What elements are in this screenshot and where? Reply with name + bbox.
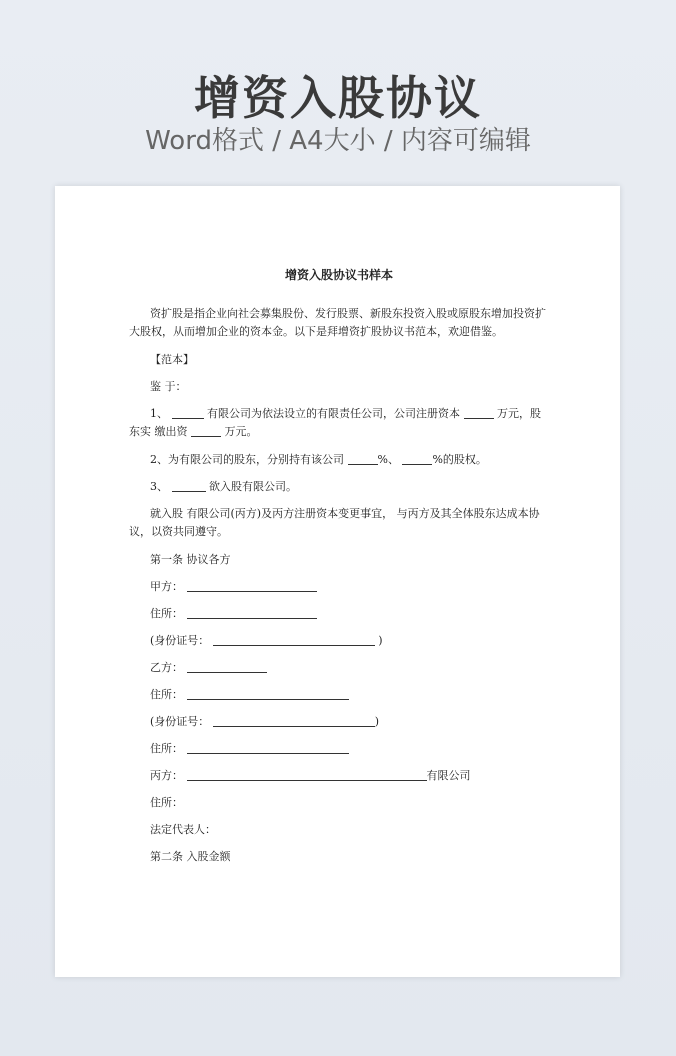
document-title: 增资入股协议书样本 (284, 268, 393, 282)
clause-2 (150, 451, 549, 469)
id-field[interactable] (213, 714, 375, 727)
document-body (129, 266, 549, 875)
address-row (150, 686, 549, 704)
clause-2-end: %的股权。 (432, 453, 487, 466)
id-row (150, 632, 549, 650)
blank-field[interactable] (172, 406, 204, 419)
legal-rep-row: 法定代表人： (150, 823, 216, 836)
clause-3 (150, 478, 549, 496)
clause-1-text: 有限公司为依法设立的有限责任公司，公司注册资本 (207, 407, 460, 420)
sample-label: 【范本】 (150, 353, 194, 366)
clause-2-text: 2、为有限公司的股东，分别持有该公司 (150, 453, 344, 466)
party-b-field[interactable] (187, 660, 267, 673)
hero-title: 增资入股协议 (194, 71, 482, 125)
address-row (150, 605, 549, 623)
article-2-heading: 第二条 入股金额 (150, 850, 231, 863)
clause-3-number: 3、 (150, 480, 168, 493)
address-row: 住所： (150, 796, 183, 809)
address-field[interactable] (187, 741, 349, 754)
id-field[interactable] (213, 633, 375, 646)
id-label: (身份证号： (150, 715, 210, 728)
address-field[interactable] (187, 606, 317, 619)
blank-field[interactable] (172, 479, 206, 492)
blank-field[interactable] (464, 406, 494, 419)
document-page (55, 186, 620, 977)
address-row (150, 740, 549, 758)
party-b-row (150, 659, 549, 677)
clause-1-number: 1、 (150, 407, 168, 420)
id-row (150, 713, 549, 731)
blank-field[interactable] (348, 452, 378, 465)
article-1-heading: 第一条 协议各方 (150, 553, 231, 566)
blank-field[interactable] (191, 424, 221, 437)
address-field[interactable] (187, 687, 349, 700)
party-c-row (150, 767, 549, 785)
clause-1-unit: 万元，股东实 (129, 407, 541, 438)
party-c-label: 丙方： (150, 769, 183, 782)
clause-1-paid: 缴出资 (154, 425, 188, 438)
address-label: 住所： (150, 688, 183, 701)
party-c-field[interactable] (187, 768, 427, 781)
clause-3-text: 欲入股有限公司。 (209, 480, 297, 493)
hero-subtitle: Word格式 / A4大小 / 内容可编辑 (145, 126, 531, 156)
id-label: (身份证号： (150, 634, 210, 647)
clause-2-percent: %、 (377, 453, 399, 466)
clause-1 (129, 405, 549, 441)
address-label: 住所： (150, 742, 183, 755)
party-a-row (150, 578, 549, 596)
id-close: ) (374, 715, 380, 728)
whereas-heading: 鉴 于： (150, 380, 187, 393)
party-a-label: 甲方： (150, 580, 183, 593)
party-a-field[interactable] (187, 579, 317, 592)
party-b-label: 乙方： (150, 661, 183, 674)
clause-1-end: 万元。 (224, 425, 258, 438)
intro-paragraph: 资扩股是指企业向社会募集股份、发行股票、新股东投资入股或原股东增加投资扩大股权，从而增加企业的资本金。以下是拜增资扩股协议书范本，欢迎借鉴。 (129, 307, 546, 338)
address-label: 住所： (150, 607, 183, 620)
id-close: ) (378, 634, 383, 647)
agreement-paragraph: 就入股 有限公司(丙方)及丙方注册资本变更事宜， 与丙方及其全体股东达成本协议，以资共同遵守。 (129, 507, 540, 538)
party-c-suffix: 有限公司 (426, 769, 471, 782)
blank-field[interactable] (402, 452, 432, 465)
